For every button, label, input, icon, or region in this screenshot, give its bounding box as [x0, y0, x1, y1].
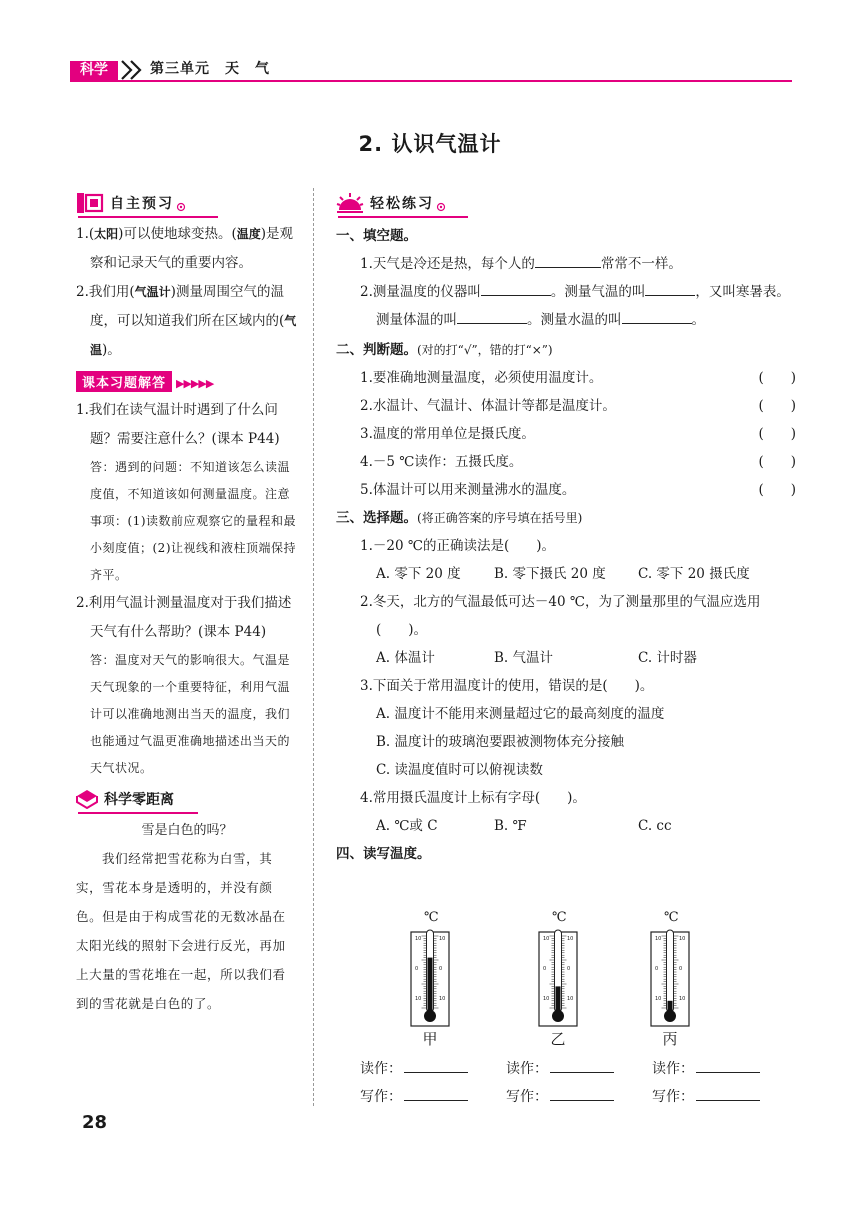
page-number: 28: [82, 1112, 108, 1133]
story-body: 我们经常把雪花称为白雪，其实，雪花本身是透明的，并没有颜色。但是由于构成雪花的无数冰晶在太阳光线的照射下会进行反光，再加上大量的雪花堆在一起，所以我们看到的雪花就是白色的了。: [76, 851, 286, 1011]
fill-question-1: [336, 250, 796, 278]
exercise-heading: 课本习题解答: [82, 376, 167, 391]
thermometer-caption: 丙: [662, 1030, 678, 1048]
choice-options-1: [336, 560, 796, 588]
part4-title: 四、读写温度。: [336, 846, 431, 862]
unit-label: ℃: [552, 910, 567, 925]
judge-text: 5.体温计可以用来测量沸水的温度。: [360, 482, 576, 498]
svg-text:0: 0: [439, 966, 443, 972]
double-chevron-icon: [119, 58, 145, 82]
option[interactable]: B. 零下摄氏 20 度: [494, 566, 606, 582]
svg-text:0: 0: [543, 966, 547, 972]
answer-blank[interactable]: [696, 1056, 760, 1073]
text: 2.测量温度的仪器叫: [360, 284, 481, 300]
row-label: 写作：: [360, 1089, 402, 1105]
preview-item-1: [76, 220, 298, 278]
thermometer-2: [538, 928, 578, 1028]
part1-title: 一、填空题。: [336, 228, 417, 244]
svg-text:10: 10: [567, 996, 574, 1002]
practice-header: [336, 190, 796, 216]
answer-blank[interactable]: [535, 251, 601, 268]
part2-title: [336, 336, 796, 364]
science-section: [76, 786, 298, 1018]
answer-text: 气温计: [134, 285, 171, 299]
spiral-icon: [176, 202, 186, 212]
judge-text: 1.要准确地测量温度，必须使用温度计。: [360, 370, 603, 386]
text: 又叫寒暑表。测量体温的叫: [376, 284, 790, 328]
option[interactable]: A. 零下 20 度: [376, 566, 461, 582]
choice-question-4: 4.常用摄氏温度计上标有字母( )。: [360, 790, 586, 806]
thermometer-caption: 甲: [422, 1030, 438, 1048]
row-label: 读作：: [360, 1061, 402, 1077]
text: 。测量水温的叫: [527, 312, 622, 328]
answer-blank[interactable]: [550, 1084, 614, 1101]
science-heading: 科学零距离: [104, 792, 174, 808]
row-label: 读作：: [506, 1061, 548, 1077]
option[interactable]: C. cc: [638, 818, 672, 834]
answer-blank[interactable]: [645, 279, 695, 296]
judge-item-3: [336, 420, 796, 448]
thermometer-caption: 乙: [550, 1030, 566, 1048]
judge-item-4: [336, 448, 796, 476]
option[interactable]: A. 温度计不能用来测量超过它的最高刻度的温度: [376, 706, 665, 722]
text: 2.我们用(: [76, 284, 135, 300]
choice-question-3: 3.下面关于常用温度计的使用，错误的是( )。: [360, 678, 654, 694]
science-icon: [76, 789, 98, 809]
right-column: [336, 190, 796, 868]
answer-text: 太阳: [94, 227, 119, 241]
svg-text:0: 0: [655, 966, 659, 972]
exercise-header: [76, 371, 172, 392]
row-label: 写作：: [652, 1089, 694, 1105]
judge-text: 2.水温计、气温计、体温计等都是温度计。: [360, 398, 616, 414]
header-unit-title: 第三单元 天 气: [150, 61, 270, 77]
exercise-item-2: [76, 589, 298, 782]
svg-text:10: 10: [543, 936, 550, 942]
preview-underline: [78, 216, 218, 218]
science-header: [76, 786, 298, 812]
exercise-question: 1.我们在读气温计时遇到了什么问题？需要注意什么？(课本 P44): [76, 402, 280, 447]
option[interactable]: B. 气温计: [494, 650, 554, 666]
svg-text:10: 10: [415, 936, 422, 942]
write-row: [652, 1084, 760, 1108]
svg-text:10: 10: [567, 936, 574, 942]
text: )是观察和记录天气的重要内容。: [90, 226, 294, 271]
answer-blank[interactable]: [550, 1056, 614, 1073]
choice-options-2: [336, 644, 796, 672]
answer-blank[interactable]: [696, 1084, 760, 1101]
preview-header: [76, 190, 298, 216]
page-title: 2. 认识气温计: [358, 132, 502, 156]
write-row: [506, 1084, 614, 1108]
option[interactable]: B. ℉: [494, 818, 527, 834]
text: 常常不一样。: [600, 256, 682, 272]
svg-text:10: 10: [655, 936, 662, 942]
text: )。: [102, 342, 121, 358]
column-divider: [313, 188, 314, 1106]
choice-options-4: [336, 812, 796, 840]
answer-text: 温度: [236, 227, 261, 241]
svg-text:0: 0: [679, 966, 683, 972]
answer-paren[interactable]: ( ): [758, 426, 796, 442]
preview-icon: [76, 192, 104, 214]
answer-text: 气温: [90, 314, 297, 357]
sun-icon: [336, 192, 364, 214]
svg-text:10: 10: [679, 936, 686, 942]
fill-question-2: [336, 278, 796, 334]
answer-blank[interactable]: [481, 279, 551, 296]
judge-item-1: [336, 364, 796, 392]
answer-blank[interactable]: [622, 307, 692, 324]
svg-text:0: 0: [415, 966, 419, 972]
option[interactable]: C. 计时器: [638, 650, 697, 666]
answer-paren[interactable]: ( ): [758, 370, 796, 386]
text: 。测量气温的叫: [550, 284, 646, 300]
option[interactable]: B. 温度计的玻璃泡要跟被测物体充分接触: [376, 734, 625, 750]
text: ，: [695, 284, 709, 300]
text: 。: [691, 312, 705, 328]
header-subject-tag: 科学: [70, 61, 118, 80]
row-label: 读作：: [652, 1061, 694, 1077]
arrows-icon: ▶▶▶▶▶: [176, 377, 214, 390]
judge-text: 4.－5 ℃读作：五摄氏度。: [360, 454, 523, 470]
judge-text: 3.温度的常用单位是摄氏度。: [360, 426, 535, 442]
unit-label: ℃: [424, 910, 439, 925]
answer-blank[interactable]: [404, 1056, 468, 1073]
header-rule: [70, 80, 792, 82]
practice-heading: 轻松练习: [370, 196, 434, 212]
part2-note: (对的打“√”，错的打“×”): [417, 343, 553, 357]
write-row: [360, 1084, 468, 1108]
exercise-item-1: [76, 396, 298, 589]
choice-question-1: 1.－20 ℃的正确读法是( )。: [360, 538, 555, 554]
text: 1.(: [76, 226, 95, 242]
text: )可以使地球变热。(: [118, 226, 237, 242]
svg-text:10: 10: [439, 936, 446, 942]
option[interactable]: A. 体温计: [376, 650, 435, 666]
choice-question-2: 2.冬天，北方的气温最低可达－40 ℃，为了测量那里的气温应选用( )。: [360, 594, 761, 638]
option[interactable]: A. ℃或 C: [376, 818, 438, 834]
read-row: [360, 1056, 468, 1080]
exercise-answer: 答：温度对天气的影响很大。气温是天气现象的一个重要特征，利用气温计可以准确地测出当天的温度，我们也能通过气温更准确地描述出当天的天气状况。: [90, 653, 291, 775]
option[interactable]: C. 读温度值时可以俯视读数: [376, 762, 543, 778]
exercise-answer: 答：遇到的问题：不知道该怎么读温度值，不知道该如何测量温度。注意事项：(1)读数前应观察它的量程和最小刻度值；(2)让视线和液柱顶端保持齐平。: [90, 460, 296, 582]
part2-title-text: 二、判断题。: [336, 342, 417, 358]
preview-heading: 自主预习: [110, 196, 174, 212]
preview-section: [76, 190, 298, 365]
story-title: 雪是白色的吗？: [141, 823, 233, 838]
part3-title: [336, 504, 796, 532]
answer-paren[interactable]: ( ): [758, 398, 796, 414]
svg-text:0: 0: [567, 966, 571, 972]
read-row: [506, 1056, 614, 1080]
text: 1.天气是冷还是热，每个人的: [360, 256, 535, 272]
svg-text:10: 10: [439, 996, 446, 1002]
thermometer-3: [650, 928, 690, 1028]
row-label: 写作：: [506, 1089, 548, 1105]
answer-blank[interactable]: [404, 1084, 468, 1101]
exercise-question: 2.利用气温计测量温度对于我们描述天气有什么帮助？(课本 P44): [76, 595, 292, 640]
unit-label: ℃: [664, 910, 679, 925]
science-underline: [78, 812, 198, 814]
svg-text:10: 10: [415, 996, 422, 1002]
left-column: [76, 190, 298, 1018]
text: )测量周围空气的温度，可以知道我们所在区域内的(: [90, 284, 285, 329]
answer-paren[interactable]: ( ): [758, 454, 796, 470]
option[interactable]: C. 零下 20 摄氏度: [638, 566, 750, 582]
judge-item-5: [336, 476, 796, 504]
read-row: [652, 1056, 760, 1080]
part3-title-text: 三、选择题。: [336, 510, 417, 526]
thermometer-1: [410, 928, 450, 1028]
answer-blank[interactable]: [457, 307, 527, 324]
judge-item-2: [336, 392, 796, 420]
practice-underline: [338, 216, 468, 218]
svg-text:10: 10: [543, 996, 550, 1002]
svg-text:10: 10: [679, 996, 686, 1002]
preview-item-2: [76, 278, 298, 365]
svg-text:10: 10: [655, 996, 662, 1002]
spiral-icon: [436, 202, 446, 212]
answer-paren[interactable]: ( ): [758, 482, 796, 498]
part3-note: (将正确答案的序号填在括号里): [417, 511, 583, 525]
